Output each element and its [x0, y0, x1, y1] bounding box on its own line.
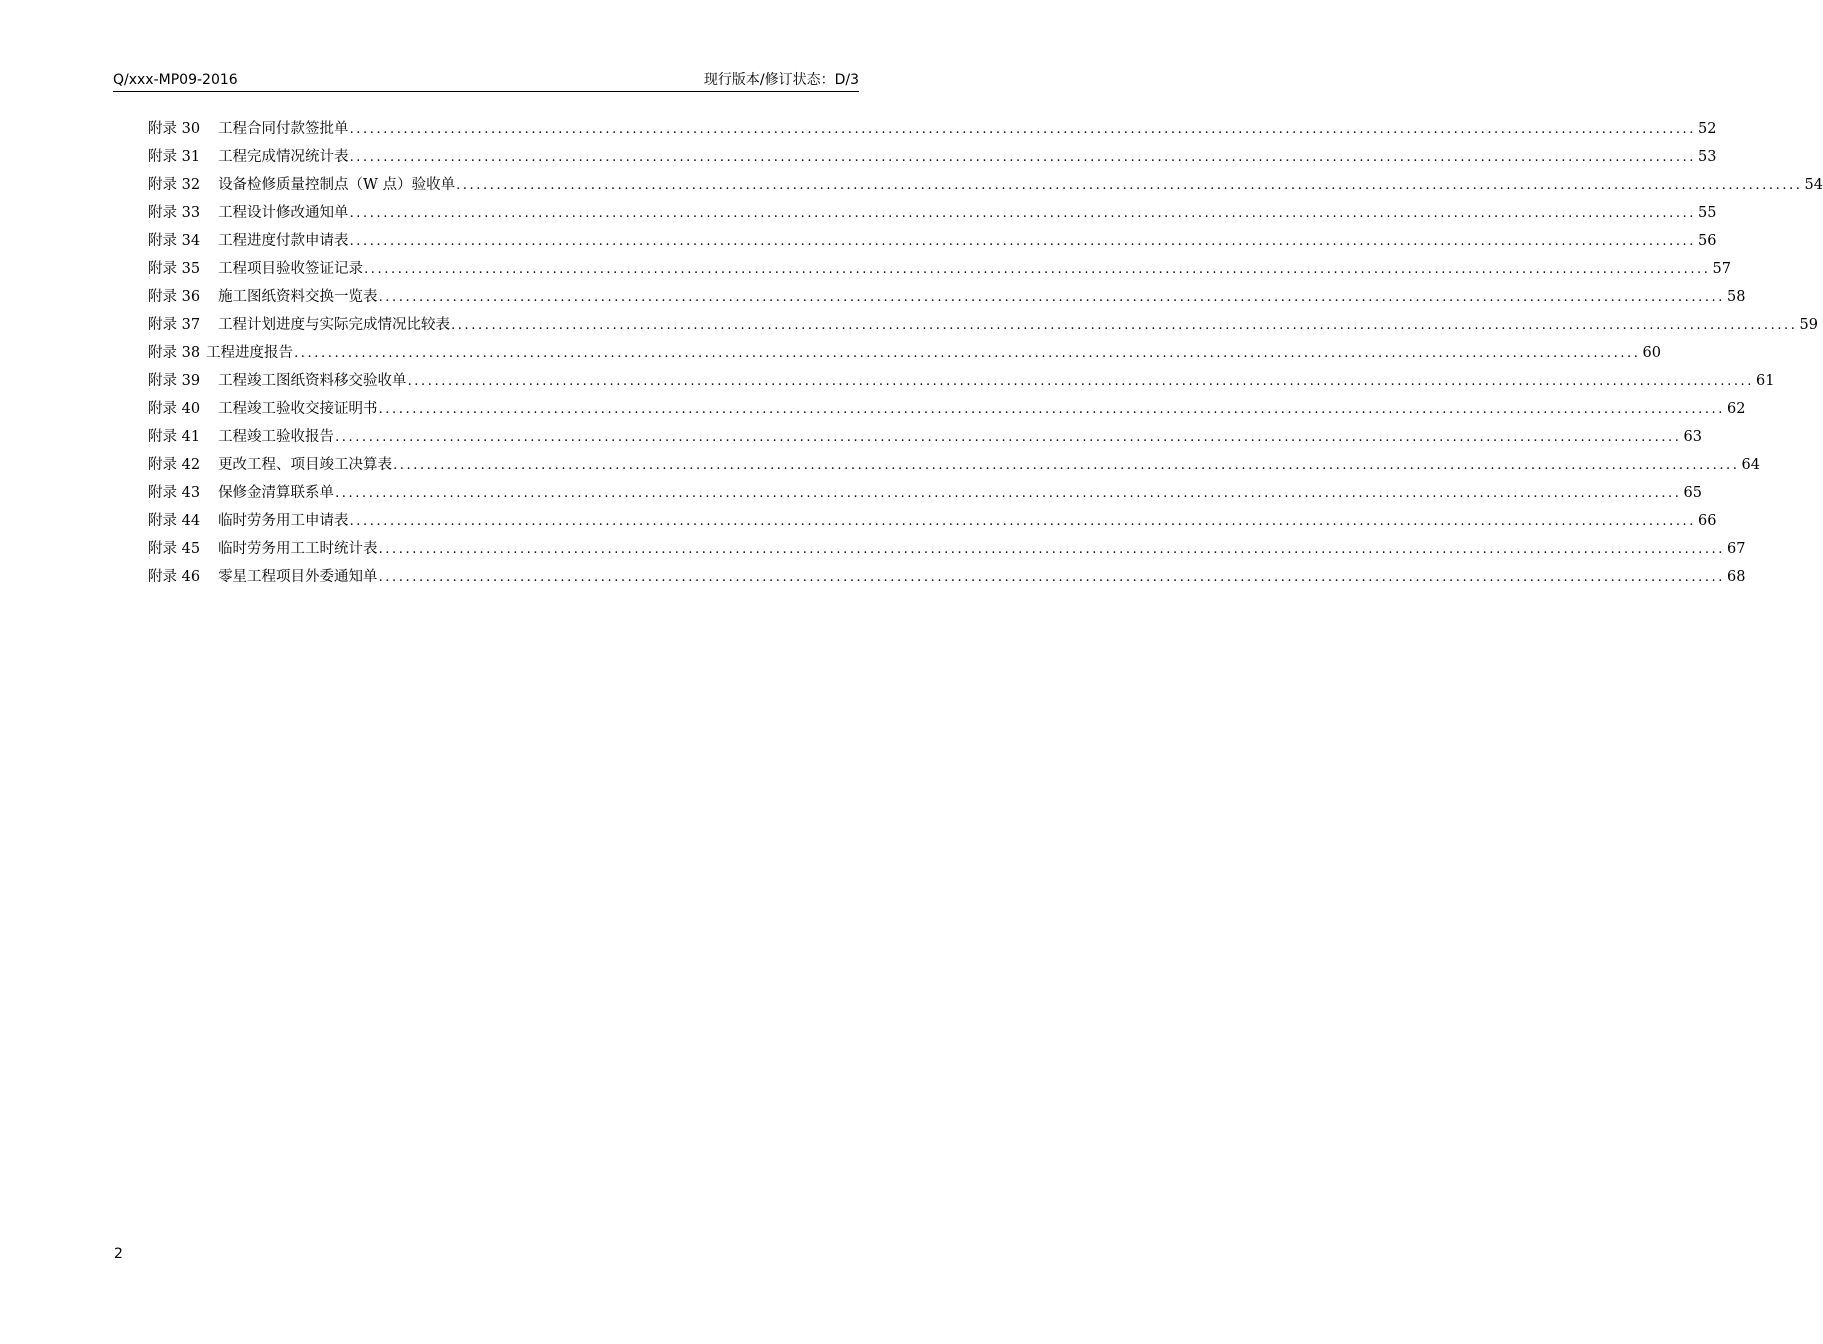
toc-entry-title: 工程设计修改通知单	[218, 205, 349, 221]
toc-entry-title: 临时劳务用工工时统计表	[218, 541, 378, 557]
toc-entry-label: 附录 38	[148, 345, 201, 361]
toc-entry-label: 附录 46	[148, 569, 201, 585]
toc-entry-title: 工程竣工验收报告	[218, 429, 335, 445]
toc-leader: ........................................................................................................................................................................................................	[349, 150, 1697, 165]
toc-entry[interactable]	[148, 342, 1661, 370]
toc-leader: ........................................................................................................................................................................................................	[349, 206, 1697, 221]
toc-leader: ........................................................................................................................................................................................................	[456, 178, 1803, 193]
toc-entry-page: 56	[1698, 233, 1717, 249]
page-number: 2	[114, 1246, 123, 1262]
toc-entry[interactable]	[148, 538, 1746, 566]
toc-entry-label: 附录 31	[148, 149, 201, 165]
toc-entry-page: 64	[1741, 457, 1760, 473]
toc-entry-title: 施工图纸资料交换一览表	[218, 289, 378, 305]
toc-entry-page: 68	[1727, 569, 1746, 585]
toc-entry-title: 保修金清算联系单	[218, 485, 335, 501]
toc-entry-label: 附录 32	[148, 177, 201, 193]
toc-entry[interactable]	[148, 202, 1717, 230]
toc-entry-title: 工程竣工图纸资料移交验收单	[218, 373, 407, 389]
toc-entry-label: 附录 39	[148, 373, 201, 389]
toc-entry-label: 附录 44	[148, 513, 201, 529]
toc-entry-page: 55	[1698, 205, 1717, 221]
toc-entry[interactable]	[148, 510, 1717, 538]
toc-leader: ........................................................................................................................................................................................................	[335, 430, 1682, 445]
document-code: Q/xxx-MP09-2016	[113, 72, 238, 88]
toc-leader: ........................................................................................................................................................................................................	[349, 122, 1697, 137]
toc-entry-page: 66	[1698, 513, 1717, 529]
toc-leader: ........................................................................................................................................................................................................	[349, 514, 1697, 529]
toc-leader: ........................................................................................................................................................................................................	[294, 346, 1641, 361]
toc-leader: ........................................................................................................................................................................................................	[378, 290, 1726, 305]
toc-entry[interactable]	[148, 314, 1818, 342]
toc-entry-title: 工程项目验收签证记录	[218, 261, 364, 277]
toc-entry-label: 附录 45	[148, 541, 201, 557]
toc-entry-title: 工程进度付款申请表	[218, 233, 349, 249]
toc-entry-title: 工程计划进度与实际完成情况比较表	[218, 317, 451, 333]
toc-leader: ........................................................................................................................................................................................................	[451, 318, 1798, 333]
toc-entry[interactable]	[148, 146, 1717, 174]
toc-entry-title: 工程完成情况统计表	[218, 149, 349, 165]
toc-entry-label: 附录 30	[148, 121, 201, 137]
toc-entry-label: 附录 42	[148, 457, 201, 473]
toc-entry-page: 52	[1698, 121, 1717, 137]
toc-entry[interactable]	[148, 482, 1702, 510]
version-status: 现行版本/修订状态：D/3	[703, 72, 859, 88]
toc-entry[interactable]	[148, 258, 1731, 286]
toc-entry-title: 更改工程、项目竣工决算表	[218, 457, 393, 473]
toc-entry-page: 58	[1727, 289, 1746, 305]
toc-entry-label: 附录 35	[148, 261, 201, 277]
toc-entry-page: 53	[1698, 149, 1717, 165]
toc-leader: ........................................................................................................................................................................................................	[378, 402, 1726, 417]
toc-entry-title: 设备检修质量控制点（W 点）验收单	[218, 177, 456, 193]
toc-entry-page: 57	[1712, 261, 1731, 277]
toc-entry-label: 附录 33	[148, 205, 201, 221]
toc-leader: ........................................................................................................................................................................................................	[393, 458, 1740, 473]
toc-leader: ........................................................................................................................................................................................................	[378, 542, 1726, 557]
toc-leader: ........................................................................................................................................................................................................	[349, 234, 1697, 249]
page-header	[113, 71, 859, 92]
toc-entry-label: 附录 40	[148, 401, 201, 417]
toc-entry-title: 工程合同付款签批单	[218, 121, 349, 137]
toc-entry-title: 零星工程项目外委通知单	[218, 569, 378, 585]
toc-entry-title: 临时劳务用工申请表	[218, 513, 349, 529]
toc-entry-title: 工程竣工验收交接证明书	[218, 401, 378, 417]
toc-entry-label: 附录 43	[148, 485, 201, 501]
toc-entry[interactable]	[148, 370, 1775, 398]
toc-leader: ........................................................................................................................................................................................................	[378, 570, 1726, 585]
toc-entry[interactable]	[148, 398, 1746, 426]
toc-entry[interactable]	[148, 454, 1760, 482]
toc-entry-page: 63	[1683, 429, 1702, 445]
toc-entry-label: 附录 37	[148, 317, 201, 333]
toc-entry-page: 59	[1799, 317, 1818, 333]
toc-entry[interactable]	[148, 230, 1717, 258]
toc-leader: ........................................................................................................................................................................................................	[335, 486, 1682, 501]
toc-entry-page: 61	[1756, 373, 1775, 389]
table-of-contents	[148, 118, 1823, 594]
toc-entry-label: 附录 41	[148, 429, 201, 445]
toc-leader: ........................................................................................................................................................................................................	[364, 262, 1711, 277]
toc-entry-page: 54	[1804, 177, 1823, 193]
toc-leader: ........................................................................................................................................................................................................	[407, 374, 1755, 389]
toc-entry-label: 附录 36	[148, 289, 201, 305]
toc-entry-page: 62	[1727, 401, 1746, 417]
toc-entry-page: 65	[1683, 485, 1702, 501]
toc-entry[interactable]	[148, 286, 1746, 314]
toc-entry-page: 67	[1727, 541, 1746, 557]
toc-entry[interactable]	[148, 426, 1702, 454]
toc-entry-page: 60	[1642, 345, 1661, 361]
toc-entry-title: 工程进度报告	[206, 345, 294, 361]
toc-entry[interactable]	[148, 118, 1717, 146]
toc-entry[interactable]	[148, 566, 1746, 594]
toc-entry-label: 附录 34	[148, 233, 201, 249]
toc-entry[interactable]	[148, 174, 1823, 202]
